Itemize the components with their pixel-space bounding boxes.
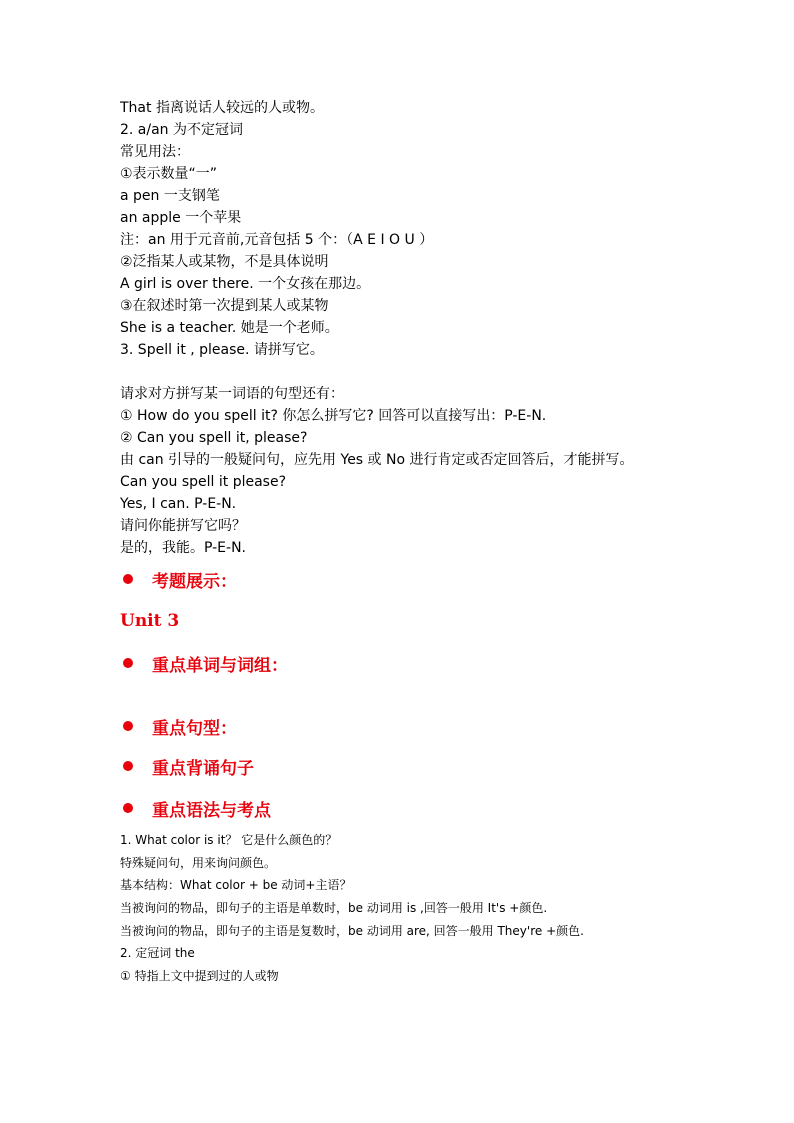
heading-text: 重点句型： [152, 718, 237, 739]
text-line: an apple 一个苹果 [120, 210, 242, 226]
text-line: ② Can you spell it, please? [120, 430, 308, 446]
bullet-icon [123, 658, 133, 668]
bullet-icon [123, 761, 133, 771]
text-line: 是的，我能。P-E-N. [120, 540, 247, 556]
bullet-icon [123, 803, 133, 813]
heading-text: 考题展示： [152, 571, 237, 592]
text-line: ①表示数量“一” [120, 166, 218, 182]
text-line: Can you spell it please? [120, 474, 287, 490]
text-line: ① How do you spell it? 你怎么拼写它? 回答可以直接写出：P-E-N. [120, 408, 547, 424]
text-line: a pen 一支钢笔 [120, 188, 220, 204]
text-line: A girl is over there. 一个女孩在那边。 [120, 276, 371, 292]
heading-text: 重点背诵句子 [152, 758, 254, 779]
grammar-line: 当被询问的物品，即句子的主语是复数时，be 动词用 are, 回答一般用 They're +颜色. [120, 923, 584, 938]
grammar-line: 当被询问的物品，即句子的主语是单数时，be 动词用 is ,回答一般用 It's +颜色. [120, 901, 548, 916]
grammar-line: 2. 定冠词 the [120, 946, 195, 961]
text-line: She is a teacher. 她是一个老师。 [120, 320, 339, 336]
spacer [120, 683, 700, 707]
heading-sentences [120, 707, 700, 745]
text-line: 2. a/an 为不定冠词 [120, 122, 244, 138]
wrapped-paragraph: 由 can 引导的一般疑问句，应先用 Yes 或 No 进行肯定或否定回答后，才能拼写。 [120, 452, 634, 468]
heading-recite [120, 745, 700, 787]
text-line: 常见用法： [120, 144, 190, 160]
text-line: Yes, I can. P-E-N. [120, 496, 237, 512]
text-line: ③在叙述时第一次提到某人或某物 [120, 298, 329, 314]
heading-words [120, 643, 700, 683]
text-line: 注：an 用于元音前,元音包括 5 个：（A E I O U ） [120, 232, 434, 248]
grammar-line: ① 特指上文中提到过的人或物 [120, 969, 279, 984]
grammar-line: 1. What color is it？ 它是什么颜色的？ [120, 833, 338, 847]
heading-grammar [120, 787, 700, 829]
heading-text: Unit 3 [120, 611, 180, 631]
blank-line [120, 361, 700, 383]
text-line: That 指离说话人较远的人或物。 [120, 100, 324, 116]
heading-text: 重点单词与词组： [152, 655, 288, 676]
text-line: 请求对方拼写某一词语的句型还有： [120, 386, 344, 402]
document-body [120, 97, 700, 988]
text-line: 3. Spell it , please. 请拼写它。 [120, 342, 324, 358]
text-line: ②泛指某人或某物，不是具体说明 [120, 254, 329, 270]
heading-unit [120, 599, 700, 643]
heading-text: 重点语法与考点 [152, 800, 271, 821]
text-line: 请问你能拼写它吗？ [120, 518, 246, 534]
heading-exam [120, 559, 700, 599]
grammar-line: 特殊疑问句，用来询问颜色。 [120, 855, 277, 870]
grammar-line: 基本结构：What color + be 动词+主语？ [120, 878, 352, 893]
bullet-icon [123, 721, 133, 731]
bullet-icon [123, 574, 133, 584]
